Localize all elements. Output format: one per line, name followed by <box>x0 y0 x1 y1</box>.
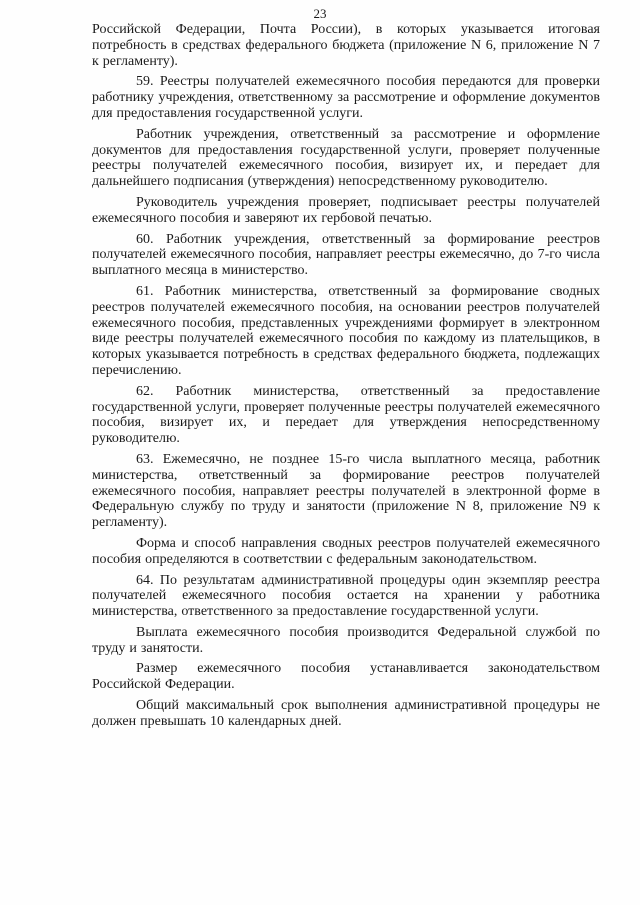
paragraph: Размер ежемесячного пособия устанавливается законодательством Российской Федерации. <box>92 661 600 693</box>
paragraph: Общий максимальный срок выполнения административной процедуры не должен превышать 10 календарных дней. <box>92 698 600 729</box>
paragraph: Выплата ежемесячного пособия производится Федеральной службой по труду и занятости. <box>92 624 600 656</box>
paragraph: 61. Работник министерства, ответственный за формирование сводных реестров получателей ежемесячного пособия, на основании реестров получателей ежемесячного пособия, представленных учреждениями формирует в электронном виде реестры получателей ежемесячного пособия по каждому из плательщиков, в которых указывается потребность в средствах федерального бюджета, подлежащих перечислению. <box>92 283 600 378</box>
paragraph: Работник учреждения, ответственный за рассмотрение и оформление документов для предоставления государственной услуги, проверяет полученные реестры получателей ежемесячного пособия, визирует их, и передает для дальнейшего подписания (утверждения) непосредственному руководителю. <box>92 126 600 190</box>
paragraph: 63. Ежемесячно, не позднее 15-го числа выплатного месяца, работник министерства, ответственный за формирование реестров получателей ежемесячного пособия, направляет реестры получателей в электронной форме в Федеральную службу по труду и занятости (приложение N 8, приложение N9 к регламенту). <box>92 451 600 531</box>
page-number: 23 <box>313 6 327 21</box>
paragraph: 59. Реестры получателей ежемесячного пособия передаются для проверки работнику учреждения, ответственному за рассмотрение и оформление документов для предоставления государственной услуги. <box>92 74 600 121</box>
paragraph: Форма и способ направления сводных реестров получателей ежемесячного пособия определяются в соответствии с федеральным законодательством. <box>92 535 600 567</box>
paragraph: Руководитель учреждения проверяет, подписывает реестры получателей ежемесячного пособия и заверяют их гербовой печатью. <box>92 194 600 226</box>
paragraph: 60. Работник учреждения, ответственный за формирование реестров получателей ежемесячного пособия, направляет реестры ежемесячно, до 7-го числа выплатного месяца в министерство. <box>92 231 600 279</box>
paragraph: 62. Работник министерства, ответственный за предоставление государственной услуги, проверяет полученные реестры получателей ежемесячного пособия, визирует их, и передает для утверждения непосредственному руководителю. <box>92 383 600 447</box>
paragraph: 64. По результатам административной процедуры один экземпляр реестра получателей ежемесячного пособия остается на хранении у работника министерства, ответственного за предоставление государственной услуги. <box>92 572 600 620</box>
paragraph: Российской Федерации, Почта России), в которых указывается итоговая потребность в средствах федерального бюджета (приложение N 6, приложение N 7 к регламенту). <box>92 22 600 69</box>
document-body <box>92 22 600 730</box>
